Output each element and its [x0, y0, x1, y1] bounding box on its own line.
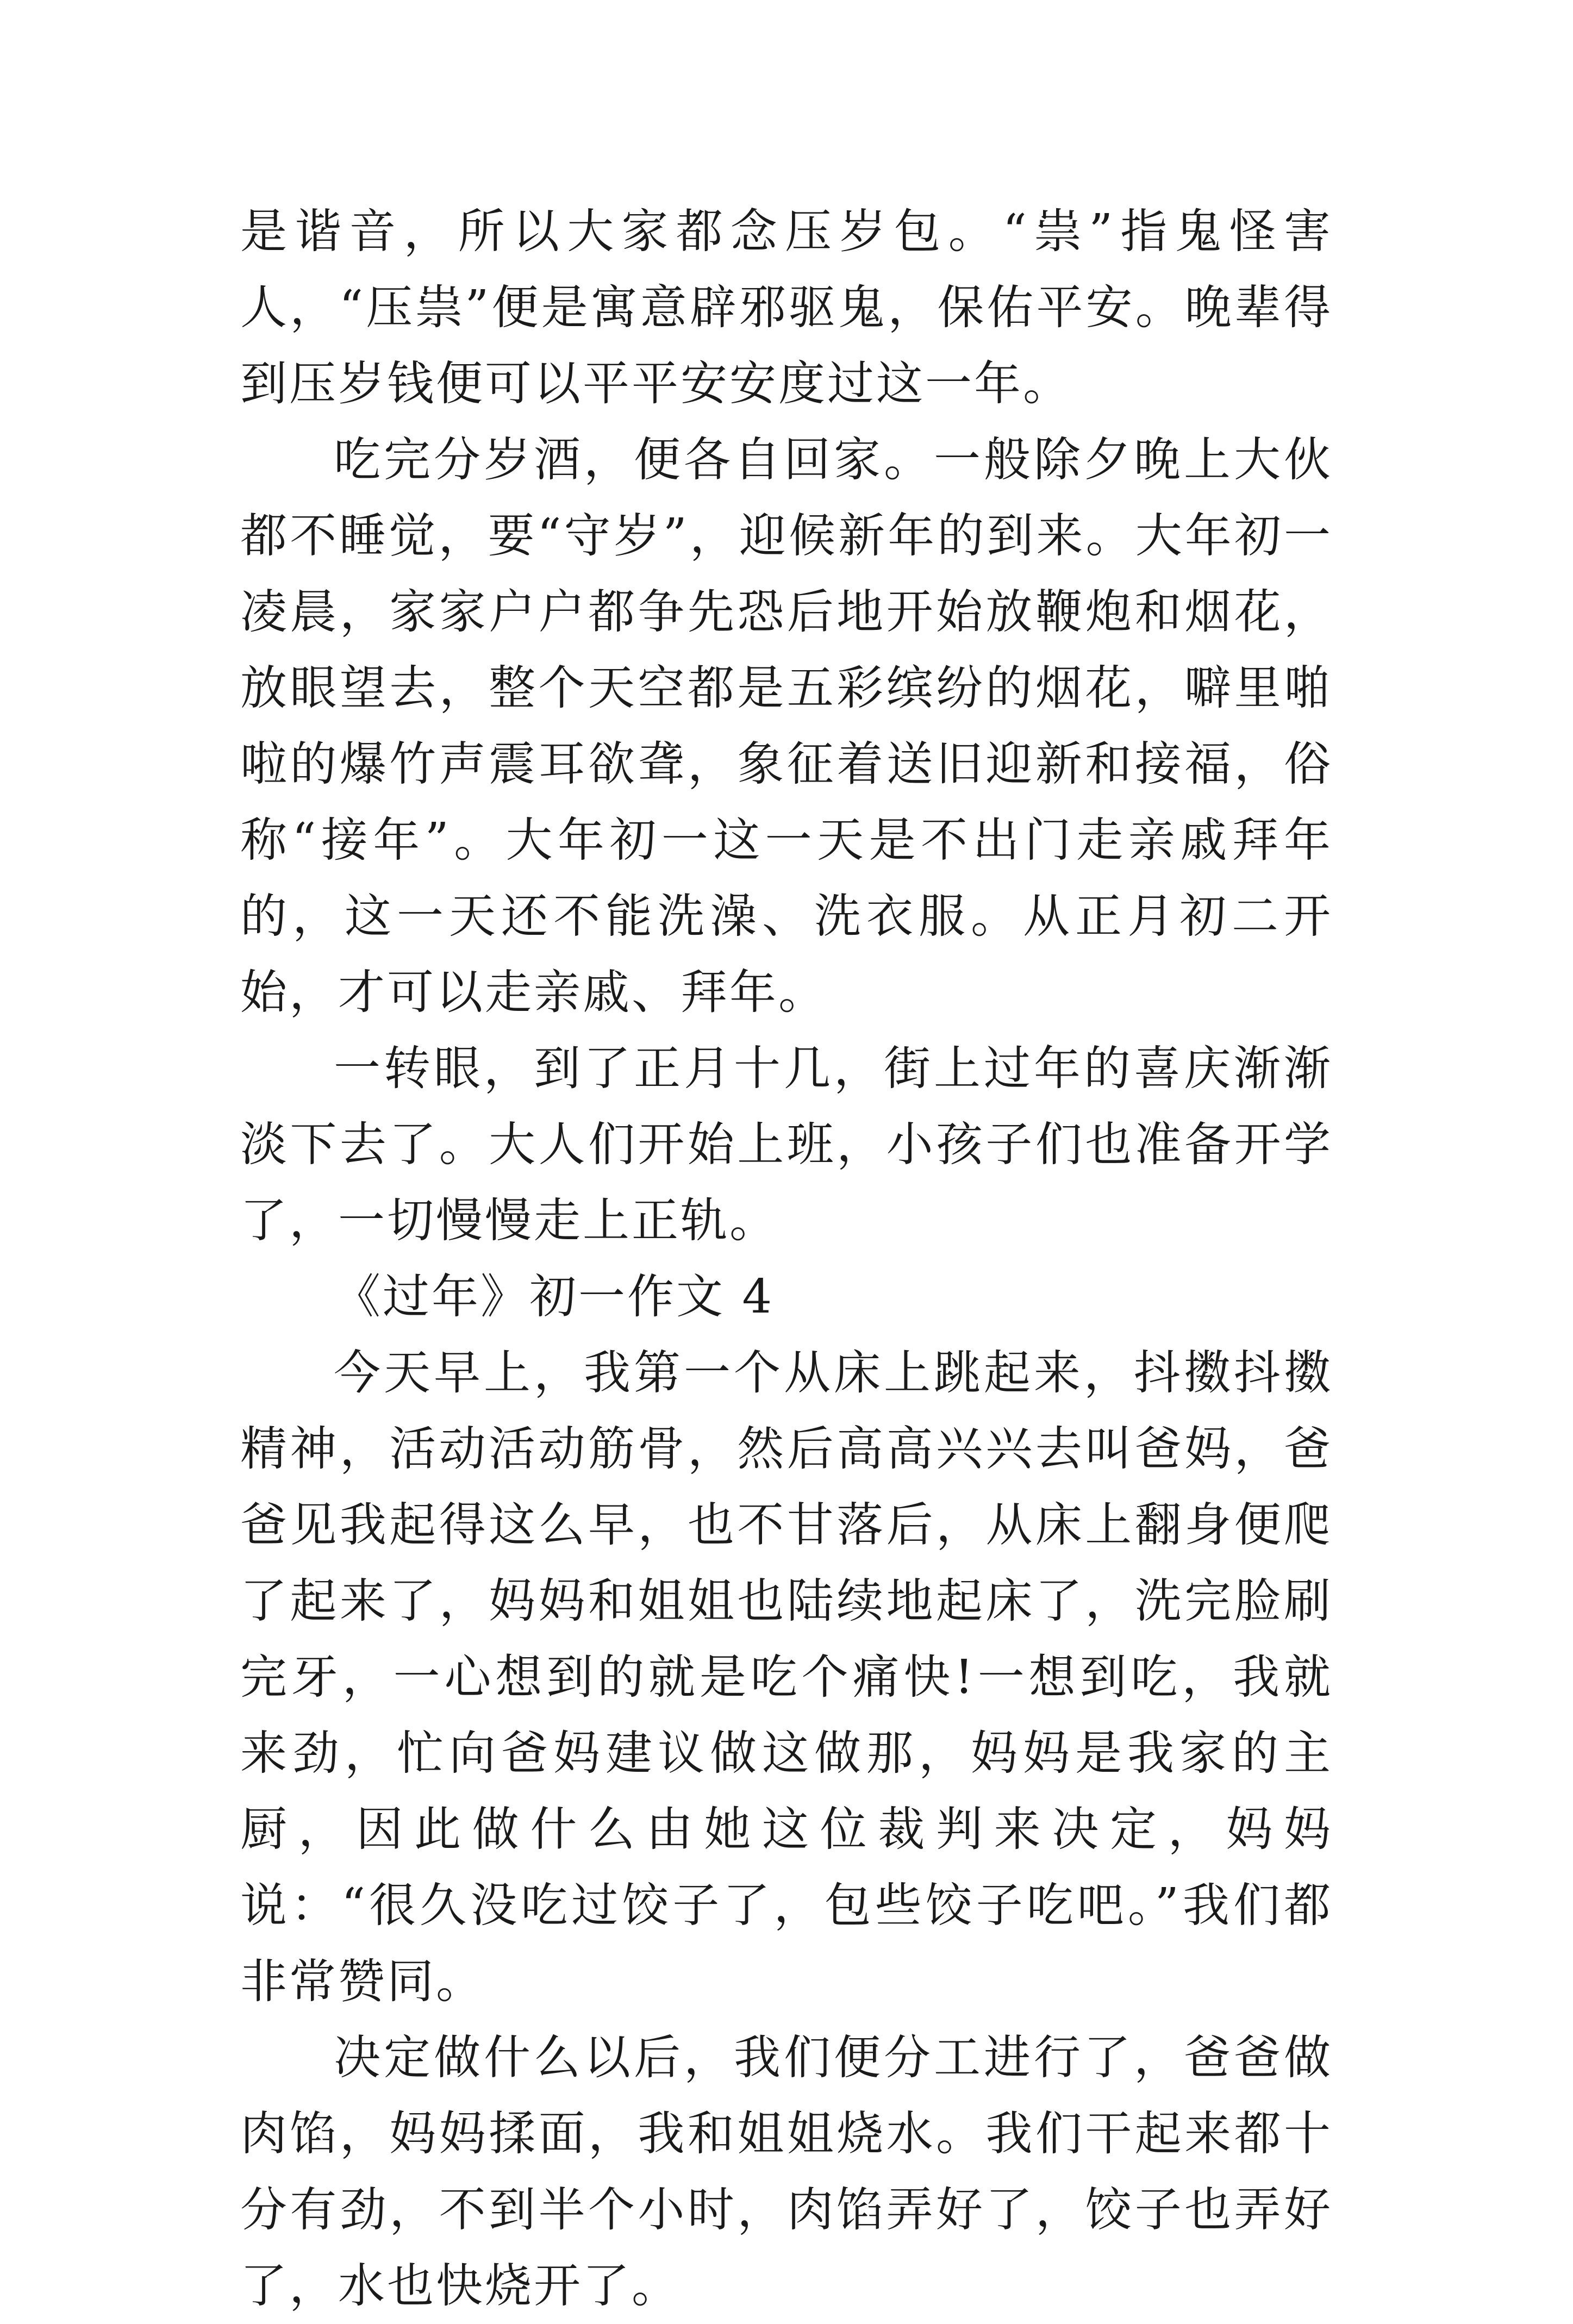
essay-heading: 《过年》初一作文 4: [334, 1270, 775, 1324]
document-body: [240, 193, 1333, 2324]
paragraph-4: 今天早上，我第一个从床上跳起来，抖擞抖擞精神，活动活动筋骨，然后高高兴兴去叫爸妈，爸爸见我起得这么早，也不甘落后，从床上翻身便爬了起来了，妈妈和姐姐也陆续地起床了，洗完脸刷完牙，一心想到的就是吃个痛快!一想到吃，我就来劲，忙向爸妈建议做这做那，妈妈是我家的主厨，因此做什么由她这位裁判来决定，妈妈说：“很久没吃过饺子了，包些饺子吃吧。”我们都非常赞同。: [240, 1346, 1333, 2009]
paragraph-2: 吃完分岁酒，便各自回家。一般除夕晚上大伙都不睡觉，要“守岁”，迎候新年的到来。大年初一凌晨，家家户户都争先恐后地开始放鞭炮和烟花，放眼望去，整个天空都是五彩缤纷的烟花，噼里啪啦的爆竹声震耳欲聋，象征着送旧迎新和接福，俗称“接年”。大年初一这一天是不出门走亲戚拜年的，这一天还不能洗澡、洗衣服。从正月初二开始，才可以走亲戚、拜年。: [240, 433, 1333, 1020]
paragraph-3: 一转眼，到了正月十几，街上过年的喜庆渐渐淡下去了。大人们开始上班，小孩子们也准备开学了，一切慢慢走上正轨。: [240, 1041, 1333, 1248]
paragraph-5: 决定做什么以后，我们便分工进行了，爸爸做肉馅，妈妈揉面，我和姐姐烧水。我们干起来都十分有劲，不到半个小时，肉馅弄好了，饺子也弄好了，水也快烧开了。: [240, 2031, 1333, 2313]
paragraph-1: 是谐音，所以大家都念压岁包。“祟”指鬼怪害人，“压祟”便是寓意辟邪驱鬼，保佑平安。晚辈得到压岁钱便可以平平安安度过这一年。: [240, 204, 1333, 411]
